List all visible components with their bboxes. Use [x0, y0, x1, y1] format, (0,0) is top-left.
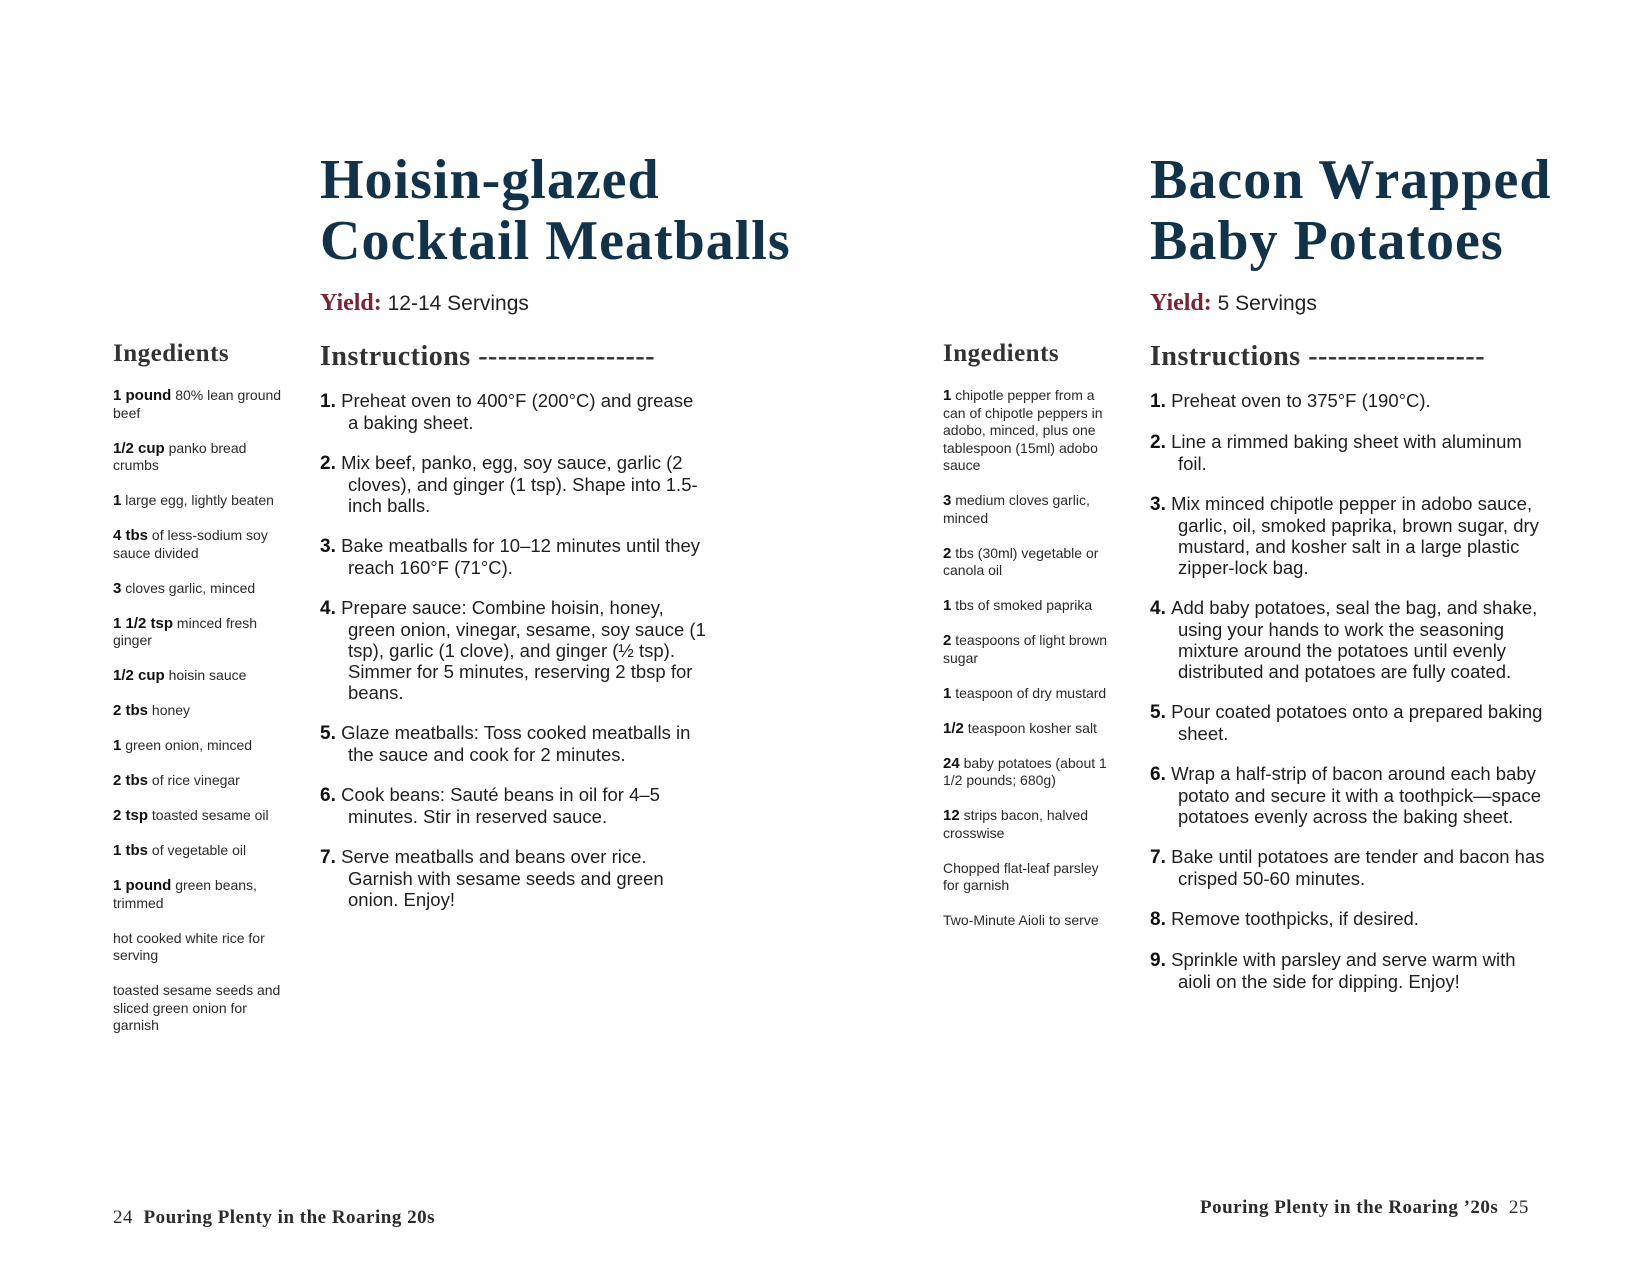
step-text: Bake meatballs for 10–12 minutes until they reach 160°F (71°C).: [341, 535, 701, 578]
ingredient-text: of vegetable oil: [151, 842, 247, 858]
step-number: 5.: [1150, 702, 1166, 723]
ingredient-quantity: 1 pound: [113, 387, 172, 404]
step-number: 4.: [320, 598, 336, 619]
ingredient-item: [943, 912, 1113, 930]
ingredient-text: teaspoon kosher salt: [967, 719, 1097, 736]
ingredient-item: [943, 492, 1113, 527]
instructions-heading: Instructions ------------------: [320, 341, 656, 372]
ingredient-item: [943, 720, 1113, 738]
instruction-step: [1150, 701, 1550, 744]
yield-label: Yield:: [320, 290, 382, 316]
ingredients-heading: Ingedients: [943, 340, 1060, 367]
ingredient-quantity: 3: [943, 492, 952, 509]
ingredient-quantity: 4 tbs: [113, 527, 149, 544]
ingredient-quantity: 12: [943, 807, 960, 824]
ingredients-heading: Ingedients: [113, 340, 230, 367]
step-number: 7.: [320, 847, 336, 868]
ingredient-text: baby potatoes (about 1 1/2 pounds; 680g): [943, 754, 1107, 788]
ingredient-text: cloves garlic, minced: [125, 579, 256, 596]
ingredient-quantity: 1: [943, 684, 952, 702]
ingredient-quantity: 1: [113, 737, 122, 754]
instruction-step: [1150, 846, 1550, 889]
instruction-step: [320, 846, 708, 910]
ingredient-quantity: 1: [943, 597, 952, 614]
ingredient-item: [113, 440, 283, 475]
ingredient-text: green onion, minced: [125, 737, 253, 753]
yield-value: 5 Servings: [1217, 292, 1317, 315]
ingredient-quantity: 2: [943, 544, 952, 562]
instruction-step: [1150, 493, 1550, 578]
ingredient-text: minced fresh ginger: [113, 614, 258, 648]
step-text: Sprinkle with parsley and serve warm with aioli on the side for dipping. Enjoy!: [1171, 949, 1516, 992]
step-number: 3.: [1150, 494, 1166, 515]
ingredient-item: [113, 387, 283, 422]
recipe-title-line: Bacon Wrapped: [1150, 149, 1552, 211]
page-number: 24: [113, 1207, 133, 1228]
book-title: Pouring Plenty in the Roaring 20s: [143, 1207, 435, 1228]
yield-value: 12-14 Servings: [387, 292, 529, 315]
ingredient-text: strips bacon, halved crosswise: [943, 807, 1089, 841]
ingredient-text: of less-sodium soy sauce divided: [113, 527, 268, 561]
ingredient-quantity: 1/2 cup: [113, 667, 165, 684]
ingredient-item: [113, 580, 283, 598]
ingredient-item: [113, 842, 283, 860]
ingredient-text: Chopped flat-leaf parsley for garnish: [943, 859, 1099, 893]
ingredient-quantity: 1: [113, 492, 122, 509]
ingredient-text: large egg, lightly beaten: [125, 492, 274, 508]
right-page: [825, 0, 1650, 1275]
step-number: 1.: [320, 391, 336, 412]
instructions-list: [1150, 390, 1550, 1011]
step-text: Pour coated potatoes onto a prepared baking sheet.: [1171, 701, 1543, 744]
ingredient-item: [113, 737, 283, 755]
yield: [1150, 290, 1317, 317]
step-number: 6.: [1150, 764, 1166, 785]
ingredient-text: honey: [151, 702, 191, 718]
ingredient-text: medium cloves garlic, minced: [943, 492, 1090, 526]
ingredient-text: toasted sesame oil: [151, 807, 269, 823]
instructions-heading: Instructions ------------------: [1150, 341, 1486, 372]
step-text: Wrap a half-strip of bacon around each baby potato and secure it with a toothpick—space potatoes evenly across the baking sheet.: [1171, 763, 1542, 827]
instruction-step: [1150, 908, 1550, 930]
ingredient-item: [943, 597, 1113, 615]
instruction-step: [320, 390, 708, 433]
ingredient-quantity: 1 1/2 tsp: [113, 614, 174, 632]
step-text: Prepare sauce: Combine hoisin, honey, green onion, vinegar, sesame, soy sauce (1 tsp), garlic (1 clove), and ginger (½ tsp). Simmer for 5 minutes, reserving 2 tbsp for beans.: [341, 597, 706, 703]
instruction-step: [320, 452, 708, 516]
ingredient-quantity: 1/2: [943, 719, 964, 737]
ingredient-text: of rice vinegar: [151, 772, 240, 788]
ingredient-item: [943, 545, 1113, 580]
step-text: Mix minced chipotle pepper in adobo sauce, garlic, oil, smoked paprika, brown sugar, dry mustard, and kosher salt in a large plastic zipper-lock bag.: [1171, 493, 1539, 578]
page-footer: [1200, 1197, 1529, 1219]
ingredient-item: [113, 877, 283, 912]
recipe-title-line: Hoisin-glazed: [320, 149, 660, 211]
ingredient-text: chipotle pepper from a can of chipotle peppers in adobo, minced, plus one tablespoon (15ml) adobo sauce: [943, 387, 1103, 473]
recipe-title: [320, 150, 791, 272]
step-number: 6.: [320, 785, 336, 806]
ingredient-item: [113, 772, 283, 790]
ingredient-item: [113, 930, 283, 965]
step-text: Cook beans: Sauté beans in oil for 4–5 minutes. Stir in reserved sauce.: [341, 784, 660, 827]
ingredient-item: [943, 755, 1113, 790]
step-text: Preheat oven to 375°F (190°C).: [1171, 390, 1431, 411]
ingredient-item: [943, 685, 1113, 703]
ingredient-text: tbs (30ml) vegetable or canola oil: [943, 544, 1099, 578]
yield-label: Yield:: [1150, 290, 1212, 316]
step-text: Glaze meatballs: Toss cooked meatballs in the sauce and cook for 2 minutes.: [341, 722, 691, 765]
instruction-step: [320, 722, 708, 765]
ingredient-item: [943, 632, 1113, 667]
ingredient-text: toasted sesame seeds and sliced green onion for garnish: [113, 982, 281, 1033]
yield: [320, 290, 529, 317]
step-number: 8.: [1150, 909, 1166, 930]
instruction-step: [320, 784, 708, 827]
ingredient-quantity: 2 tsp: [113, 807, 149, 824]
ingredient-item: [113, 982, 283, 1035]
step-text: Serve meatballs and beans over rice. Garnish with sesame seeds and green onion. Enjoy!: [341, 846, 664, 910]
ingredient-item: [943, 387, 1113, 475]
ingredient-text: tbs of smoked paprika: [955, 597, 1093, 613]
step-text: Add baby potatoes, seal the bag, and shake, using your hands to work the seasoning mixture around the potatoes until evenly distributed and potatoes are fully coated.: [1171, 597, 1538, 682]
ingredient-quantity: 1/2 cup: [113, 439, 165, 457]
ingredient-text: hot cooked white rice for serving: [113, 929, 265, 963]
ingredient-quantity: 1: [943, 387, 952, 404]
step-number: 5.: [320, 723, 336, 744]
page-footer: [113, 1207, 435, 1229]
instruction-step: [1150, 597, 1550, 682]
step-text: Line a rimmed baking sheet with aluminum foil.: [1171, 431, 1522, 474]
instruction-step: [320, 535, 708, 578]
step-text: Remove toothpicks, if desired.: [1171, 908, 1419, 929]
instructions-list: [320, 390, 708, 929]
ingredient-item: [113, 667, 283, 685]
ingredient-item: [113, 807, 283, 825]
ingredient-quantity: 3: [113, 579, 122, 597]
step-number: 4.: [1150, 598, 1166, 619]
step-number: 3.: [320, 536, 336, 557]
ingredient-text: 80% lean ground beef: [113, 387, 282, 421]
ingredient-text: teaspoon of dry mustard: [955, 684, 1107, 701]
ingredients-list: [943, 387, 1113, 947]
ingredient-quantity: 2 tbs: [113, 772, 149, 789]
ingredient-text: teaspoons of light brown sugar: [943, 632, 1107, 666]
ingredient-quantity: 24: [943, 754, 960, 772]
instruction-step: [1150, 431, 1550, 474]
ingredient-quantity: 2 tbs: [113, 702, 149, 719]
step-text: Bake until potatoes are tender and bacon has crisped 50-60 minutes.: [1171, 846, 1545, 889]
ingredient-item: [113, 492, 283, 510]
step-text: Mix beef, panko, egg, soy sauce, garlic (2 cloves), and ginger (1 tsp). Shape into 1.5-inch balls.: [341, 452, 698, 516]
instruction-step: [1150, 390, 1550, 412]
recipe-title-line: Cocktail Meatballs: [320, 210, 791, 272]
step-number: 1.: [1150, 391, 1166, 412]
instruction-step: [1150, 949, 1550, 992]
ingredient-text: panko bread crumbs: [113, 439, 247, 473]
instruction-step: [1150, 763, 1550, 827]
ingredient-item: [113, 527, 283, 562]
page-number: 25: [1508, 1197, 1529, 1218]
recipe-title: [1150, 150, 1551, 272]
ingredient-text: Two-Minute Aioli to serve: [943, 912, 1099, 928]
recipe-title-line: Baby Potatoes: [1150, 210, 1504, 272]
step-number: 2.: [1150, 432, 1166, 453]
step-number: 9.: [1150, 950, 1166, 971]
ingredients-list: [113, 387, 283, 1052]
ingredient-text: green beans, trimmed: [113, 877, 257, 911]
ingredient-quantity: 1 tbs: [113, 842, 149, 859]
step-number: 7.: [1150, 847, 1166, 868]
ingredient-quantity: 2: [943, 632, 952, 649]
instruction-step: [320, 597, 708, 703]
step-number: 2.: [320, 453, 336, 474]
ingredient-item: [113, 702, 283, 720]
ingredient-item: [943, 807, 1113, 842]
ingredient-item: [943, 860, 1113, 895]
ingredient-item: [113, 615, 283, 650]
ingredient-text: hoisin sauce: [168, 667, 247, 683]
ingredient-quantity: 1 pound: [113, 877, 172, 894]
book-title: Pouring Plenty in the Roaring ’20s: [1200, 1197, 1499, 1218]
step-text: Preheat oven to 400°F (200°C) and grease a baking sheet.: [341, 390, 694, 433]
